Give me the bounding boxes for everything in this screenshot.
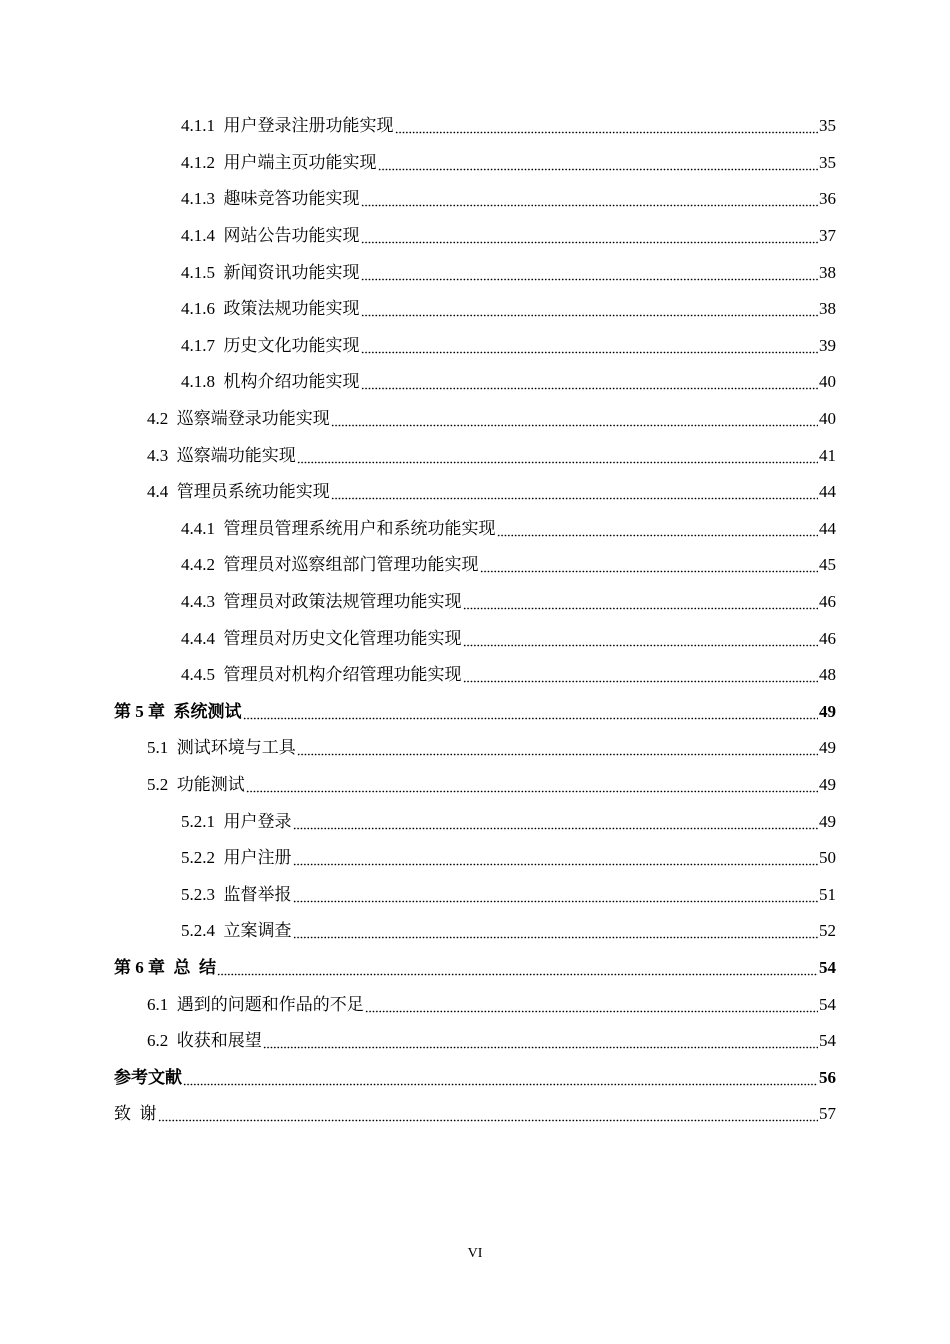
toc-title: 总 结 [173,957,216,977]
toc-number: 4.1.5 [181,262,215,282]
toc-title: 机构介绍功能实现 [223,372,360,392]
toc-page-number: 35 [819,152,836,172]
dot-leader [361,226,819,246]
dot-leader [361,336,819,356]
toc-page-number: 49 [819,774,836,794]
toc-entry[interactable] [0,876,950,913]
toc-page-number: 54 [819,957,836,977]
dot-leader [361,189,819,209]
toc-entry[interactable] [0,657,950,694]
toc-chapter-entry[interactable] [0,694,950,731]
toc-entry[interactable] [0,547,950,584]
toc-title: 参考文献 [114,1067,182,1087]
toc-number: 5.2.3 [181,884,215,904]
toc-entry[interactable] [0,291,950,328]
toc-entry[interactable] [0,620,950,657]
toc-number: 4.4.3 [181,592,215,612]
toc-number: 6.1 [147,994,169,1014]
toc-title: 功能测试 [176,774,245,794]
dot-leader [243,702,819,722]
toc-entry[interactable] [0,584,950,621]
toc-page-number: 54 [819,994,836,1014]
toc-number: 4.1.8 [181,372,215,392]
toc-page-number: 52 [819,921,836,941]
toc-number: 4.4.2 [181,555,215,575]
toc-title: 巡察端登录功能实现 [176,409,330,429]
toc-page-number: 51 [819,884,836,904]
toc-number: 4.4 [147,482,169,502]
toc-page-number: 46 [819,592,836,612]
page-number-footer: VI [467,1246,483,1261]
toc-title: 用户登录注册功能实现 [223,116,394,136]
toc-entry[interactable] [0,254,950,291]
toc-entry[interactable] [0,511,950,548]
toc-page-number: 57 [819,1104,836,1124]
toc-entry[interactable] [0,767,950,804]
toc-number: 4.1.4 [181,226,215,246]
toc-number: 5.2.1 [181,811,215,831]
dot-leader [331,482,818,502]
toc-number: 第 5 章 [114,701,165,721]
toc-number: 5.1 [147,738,169,758]
dot-leader [378,153,819,173]
toc-number: 第 6 章 [114,957,165,977]
toc-entry[interactable] [0,474,950,511]
toc-entry[interactable] [0,364,950,401]
dot-leader [263,1031,818,1051]
toc-page-number: 54 [819,1031,836,1051]
toc-title: 系统测试 [173,701,242,721]
toc-entry[interactable] [0,328,950,365]
toc-page-number: 36 [819,189,836,209]
toc-title: 用户注册 [223,848,292,868]
toc-page-number: 38 [819,299,836,319]
toc-number: 4.3 [147,445,169,465]
toc-entry[interactable] [0,145,950,182]
dot-leader [463,665,819,685]
toc-title: 巡察端功能实现 [176,445,296,465]
toc-entry[interactable] [0,1023,950,1060]
toc-page-number: 37 [819,226,836,246]
toc-number: 4.2 [147,409,169,429]
toc-entry[interactable] [0,108,950,145]
toc-page-number: 45 [819,555,836,575]
toc-number: 4.4.5 [181,665,215,685]
toc-title: 网站公告功能实现 [223,226,360,246]
toc-page-number: 48 [819,665,836,685]
toc-entry[interactable] [0,803,950,840]
dot-leader [183,1068,818,1088]
toc-entry[interactable] [0,181,950,218]
toc-entry[interactable] [0,913,950,950]
toc-title: 管理员对机构介绍管理功能实现 [223,665,462,685]
toc-page-number: 41 [819,445,836,465]
toc-references-entry[interactable] [0,1059,950,1096]
dot-leader [297,738,818,758]
toc-title: 收获和展望 [176,1031,262,1051]
toc-title: 致 谢 [114,1104,157,1124]
toc-acknowledgements-entry[interactable] [0,1096,950,1133]
dot-leader [297,446,818,466]
dot-leader [463,592,819,612]
toc-page-number: 49 [819,701,836,721]
toc-title: 测试环境与工具 [176,738,296,758]
dot-leader [293,848,819,868]
toc-page-number: 38 [819,262,836,282]
toc-page-number: 44 [819,482,836,502]
toc-number: 4.1.6 [181,299,215,319]
toc-page-number: 40 [819,372,836,392]
dot-leader [217,958,818,978]
dot-leader [331,409,818,429]
toc-number: 4.1.2 [181,152,215,172]
toc-page-number: 56 [819,1067,836,1087]
toc-entry[interactable] [0,401,950,438]
toc-title: 趣味竞答功能实现 [223,189,360,209]
toc-title: 管理员系统功能实现 [176,482,330,502]
toc-number: 5.2.4 [181,921,215,941]
toc-title: 用户登录 [223,811,292,831]
toc-entry[interactable] [0,437,950,474]
toc-number: 4.4.1 [181,518,215,538]
toc-page-number: 40 [819,409,836,429]
dot-leader [361,299,819,319]
toc-entry[interactable] [0,986,950,1023]
toc-title: 管理员对历史文化管理功能实现 [223,628,462,648]
dot-leader [395,116,819,136]
toc-page-number: 46 [819,628,836,648]
toc-number: 4.1.1 [181,116,215,136]
toc-title: 监督举报 [223,884,292,904]
toc-chapter-entry[interactable] [0,950,950,987]
toc-title: 政策法规功能实现 [223,299,360,319]
dot-leader [158,1104,819,1124]
dot-leader [293,885,819,905]
toc-number: 4.1.7 [181,335,215,355]
table-of-contents [0,108,950,1133]
toc-page-number: 39 [819,335,836,355]
dot-leader [497,519,819,539]
toc-page-number: 49 [819,811,836,831]
dot-leader [361,263,819,283]
dot-leader [246,775,818,795]
toc-title: 管理员对政策法规管理功能实现 [223,592,462,612]
toc-entry[interactable] [0,730,950,767]
toc-title: 遇到的问题和作品的不足 [176,994,364,1014]
toc-number: 5.2.2 [181,848,215,868]
toc-title: 历史文化功能实现 [223,335,360,355]
toc-page-number: 44 [819,518,836,538]
toc-title: 管理员管理系统用户和系统功能实现 [223,518,496,538]
toc-title: 新闻资讯功能实现 [223,262,360,282]
toc-title: 用户端主页功能实现 [223,152,377,172]
dot-leader [293,921,819,941]
toc-entry[interactable] [0,840,950,877]
toc-number: 6.2 [147,1031,169,1051]
dot-leader [463,629,819,649]
dot-leader [361,372,819,392]
toc-page-number: 49 [819,738,836,758]
dot-leader [365,995,818,1015]
toc-page-number: 50 [819,848,836,868]
toc-number: 5.2 [147,774,169,794]
toc-title: 立案调查 [223,921,292,941]
dot-leader [293,812,819,832]
dot-leader [480,555,819,575]
toc-entry[interactable] [0,218,950,255]
toc-number: 4.1.3 [181,189,215,209]
toc-page-number: 35 [819,116,836,136]
toc-number: 4.4.4 [181,628,215,648]
toc-title: 管理员对巡察组部门管理功能实现 [223,555,479,575]
